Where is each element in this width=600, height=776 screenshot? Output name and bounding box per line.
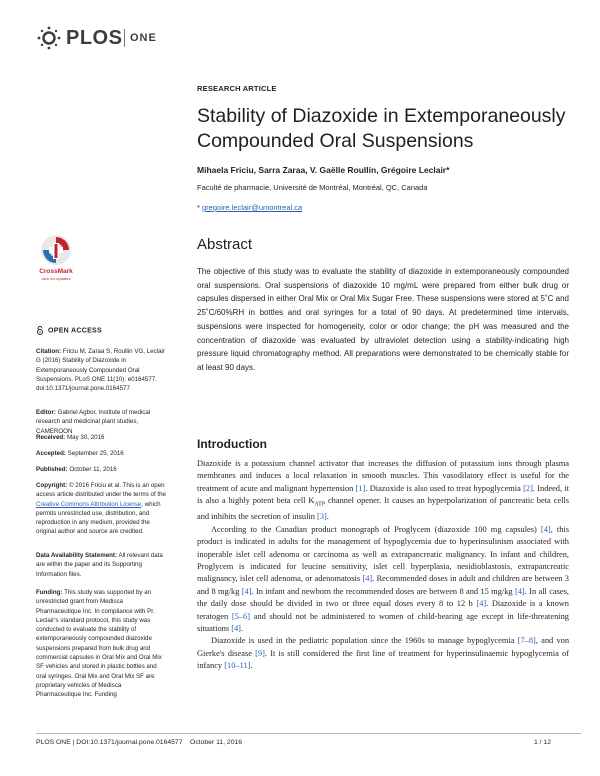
copyright-text-end: , which permits unrestricted use, distribution, and reproduction in any medium, provided the original author and source are credited. (36, 500, 161, 536)
license-link[interactable]: Creative Commons Attribution License (36, 500, 142, 508)
footer-citation: PLOS ONE | DOI:10.1371/journal.pone.0164577 October 11, 2016 (36, 739, 243, 746)
journal-name: ONE (130, 32, 157, 44)
accepted-block (36, 449, 166, 458)
abstract-heading: Abstract (197, 236, 253, 253)
open-access-badge (36, 326, 102, 335)
citation-link[interactable]: [4] (362, 574, 373, 584)
data-availability-block (36, 551, 166, 579)
journal-logo-text: PLOS (66, 27, 123, 49)
copyright-block (36, 481, 166, 537)
funding-text: This study was supported by an unrestricted grant from Medisca Pharmaceutique Inc. In compliance with Pr. Leclair's standard protocol, this study was conducted to evaluate the stability of extemporaneously compounded diazoxide suspensions prepared from bulk drug and commercial capsules in Oral Mix and Oral Mix SF vehicles and stored in plastic bottles and oral syringes. Oral Mix and Oral Mix SF are proprietary vehicles of Medisca Pharmaceutique Inc. Funding (36, 589, 162, 699)
introduction-heading: Introduction (197, 437, 267, 451)
received-block (36, 433, 166, 442)
email-link[interactable]: gregoire.leclair@umontreal.ca (202, 203, 303, 212)
author-list: Mihaela Friciu, Sarra Zaraa, V. Gaëlle Roullin, Grégoire Leclair* (197, 165, 450, 175)
citation-link[interactable]: [10–11] (224, 661, 251, 671)
funding-block (36, 588, 166, 700)
article-type: RESEARCH ARTICLE (197, 84, 277, 93)
journal-logo (36, 26, 186, 50)
citation-link[interactable]: [5–6] (231, 611, 251, 621)
citation-link[interactable]: [4] (476, 599, 487, 609)
citation-link[interactable]: [4] (241, 586, 252, 596)
accepted-date: September 25, 2016 (67, 450, 124, 457)
open-lock-icon (36, 326, 44, 335)
data-availability-label: Data Availability Statement: (36, 552, 118, 559)
citation-label: Citation: (36, 348, 62, 355)
logo-divider (124, 29, 125, 47)
page-number: 1 / 12 (534, 739, 552, 746)
footer-divider (36, 733, 581, 734)
article-title: Stability of Diazoxide in Extemporaneously Compounded Oral Suspensions (197, 105, 566, 152)
intro-paragraph-1: Diazoxide is a potassium channel activator that increases the diffusion of potassium ions through plasma membranes and induces a local relaxation in smooth muscles. This vasodilatory effect is useful for the treatment of acute and malignant hypertension [1]. Diazoxide is also used to treat hypoglycemia [2]. Indeed, it is also a highly potent beta cell $K_{ATP}$ channel opener. It causes an hyperpolarization of pancreatic beta cells and inhibits the secretion of insulin [3]. (197, 459, 569, 522)
editor-text: Gabriel Agbor, Institute of medical research and medicinal plant studies, CAMEROON (36, 409, 151, 435)
plos-dots-icon (36, 26, 62, 50)
citation-text: Friciu M, Zaraa S, Roullin VG, Leclair G (2016) Stability of Diazoxide in Extemporaneously Compounded Oral Suspensions. PLoS ONE 11(10): e0164577. doi:10.1371/journal.pone.0164577 (36, 348, 165, 393)
correspondence (197, 203, 302, 212)
copyright-text: © 2016 Friciu et al. This is an open access article distributed under the terms of the (36, 482, 167, 499)
intro-paragraph-2: According to the Canadian product monograph of Proglycem (diazoxide 100 mg capsules) [4], this product is indicated in adults for the management of hypoglycemia due to hyperinsulinism associated with inoperable islet cell adenoma or carcinoma as well as extrapancreatic malignancy. In infant and children, Proglycem is indicated for leucine sensitivity, islet cell hyperplasia, nesidioblastosis, extrapancreatic malignancy, islet cell adenoma, or adenomatosis [4]. Recommended doses in adult and children are between 3 and 8 mg/kg [4]. In infant and newborn the recommended doses are between 8 and 15 mg/kg [4]. In all cases, the daily dose should be divided in two or three equal doses every 8 to 12 h [4]. Diazoxide is a known teratogen [5–6] and should not be administered to women of child-bearing age except in life-threatening situations [4]. (197, 524, 570, 633)
published-block (36, 465, 166, 474)
citation-link[interactable]: [4] (514, 586, 525, 596)
published-date: October 11, 2016 (69, 466, 117, 473)
crossmark-label: CrossMark (39, 268, 73, 275)
funding-label: Funding: (36, 589, 63, 596)
citation-link[interactable]: [2] (523, 483, 533, 493)
crossmark-badge[interactable] (36, 234, 76, 286)
affiliation: Faculté de pharmacie, Université de Montréal, Montréal, QC, Canada (197, 183, 428, 192)
received-label: Received: (36, 434, 66, 441)
editor-label: Editor: (36, 409, 56, 416)
open-access-label: OPEN ACCESS (48, 327, 102, 335)
citation-link[interactable]: [9] (255, 648, 265, 658)
abstract-text: The objective of this study was to evaluate the stability of diazoxide in extemporaneously compounded oral suspensions. Oral suspensions of diazoxide 10 mg/mL were prepared from either bulk drug or capsules dispersed in either Oral Mix or Oral Mix Sugar Free. These suspensions were stored at 5˚C and 25˚C/60%RH in bottles and oral syringes for a total of 90 days. At predetermined time intervals, suspensions were inspected for homogeneity, color or odor change; the pH was measured and the concentration of diazoxide was evaluated by ultraviolet detection using a stability-indicating high pressure liquid chromatography method. All preparations were demonstrated to be chemically stable for at least 90 days. (197, 267, 569, 372)
intro-paragraph-3: Diazoxide is used in the pediatric population since the 1960s to manage hypoglycemia [7–8], and von Gierke's disease [9]. It is still considered the first line of treatment for hyperinsulinaemic hypoglycemia of infancy [10–11]. (197, 636, 570, 671)
published-label: Published: (36, 466, 68, 473)
crossmark-icon (36, 234, 76, 268)
received-date: May 30, 2016 (66, 434, 105, 441)
accepted-label: Accepted: (36, 450, 66, 457)
citation-link[interactable]: [7–8] (517, 636, 536, 646)
data-availability-text: All relevant data are within the paper and its Supporting Information files. (36, 552, 163, 578)
copyright-label: Copyright: (36, 482, 68, 489)
editor-block (36, 408, 166, 436)
citation-link[interactable]: [4] (231, 623, 241, 633)
email-prefix: * (197, 203, 203, 212)
citation-link[interactable]: [3] (317, 512, 327, 522)
introduction-body (197, 458, 569, 673)
citation-block (36, 347, 166, 393)
crossmark-sublabel: click for updates (41, 276, 71, 281)
citation-link[interactable]: [1] (355, 483, 366, 493)
citation-link[interactable]: [4] (540, 524, 551, 534)
